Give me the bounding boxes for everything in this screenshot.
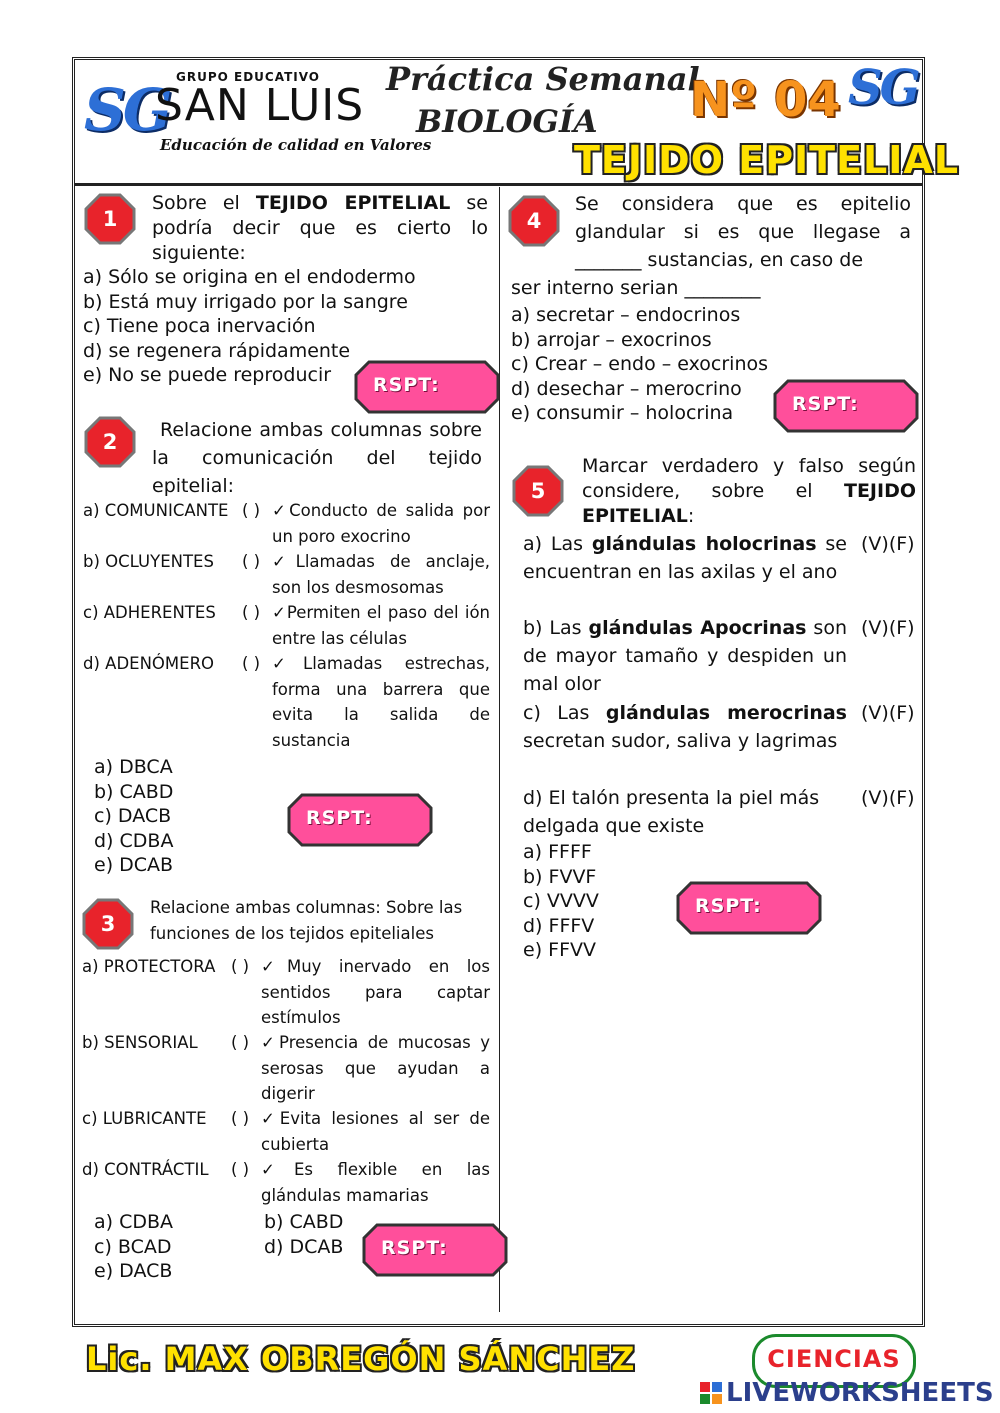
question-2-number: 2 <box>102 430 118 454</box>
q3-paren-d[interactable]: ( ) <box>231 1160 250 1179</box>
q2-left-d: d) ADENÓMERO <box>83 654 215 673</box>
question-3-number: 3 <box>100 912 116 936</box>
q2-right-d: ✓Llamadas estrechas, forma una barrera que evita la salida de sustancia <box>272 654 490 750</box>
option[interactable]: c) DACB <box>94 805 172 827</box>
question-2-stem: Relacione ambas columnas sobre la comunicación del tejido epitelial: <box>152 419 482 497</box>
q3-left-c: c) LUBRICANTE <box>82 1109 207 1128</box>
practice-title: Práctica Semanal <box>386 60 700 98</box>
q5-vf-d[interactable]: (V)(F) <box>861 787 915 809</box>
question-5-stem: Marcar verdadero y falso según considere, sobre el TEJIDO EPITELIAL: <box>582 455 916 527</box>
question-4-stem-cont: ser interno serian ________ <box>511 277 761 299</box>
question-3-badge <box>82 898 134 950</box>
option[interactable]: a) DBCA <box>94 756 173 778</box>
question-4-options <box>511 303 768 426</box>
option[interactable]: d) FFFV <box>523 914 595 937</box>
topic-title: TEJIDO EPITELIAL <box>574 138 960 182</box>
question-3-stem: Relacione ambas columnas: Sobre las funciones de los tejidos epiteliales <box>150 898 463 943</box>
school-motto: Educación de calidad en Valores <box>160 136 432 154</box>
option[interactable]: c) VVVV <box>523 890 599 912</box>
q3-right-b: ✓Presencia de mucosas y serosas que ayudan a digerir <box>261 1033 490 1103</box>
q3-paren-a[interactable]: ( ) <box>231 957 250 976</box>
q2-paren-b[interactable]: ( ) <box>242 552 261 571</box>
answer-label: RSPT: <box>381 1237 448 1259</box>
question-4-badge <box>508 195 560 247</box>
q5-item-a: a) Las glándulas holocrinas se encuentran en las axilas y el ano <box>523 533 847 583</box>
header-divider <box>74 183 923 186</box>
question-4-stem: Se considera que es epitelio glandular si es que llegase a _______ sustancias, en caso de <box>575 193 911 271</box>
option[interactable]: a) FFFF <box>523 841 592 863</box>
ciencias-logo-text: CIENCIAS <box>767 1345 901 1373</box>
school-logo: SG <box>84 76 170 144</box>
q2-left-b: b) OCLUYENTES <box>83 552 214 571</box>
q3-right-a: ✓Muy inervado en los sentidos para captar estímulos <box>261 957 490 1027</box>
option[interactable]: d) DCAB <box>264 1235 344 1258</box>
liveworksheets-brand: LIVEWORKSHEETS <box>726 1378 994 1408</box>
option[interactable]: b) CABD <box>94 780 174 803</box>
option[interactable]: d) desechar – merocrino <box>511 377 742 400</box>
q5-item-d: d) El talón presenta la piel más delgada que existe <box>523 787 820 837</box>
question-5-number: 5 <box>530 479 546 503</box>
answer-box-4[interactable] <box>772 378 920 434</box>
option[interactable]: b) CABD <box>264 1211 344 1233</box>
question-1-badge <box>84 193 136 245</box>
q3-right-d: ✓Es flexible en las glándulas mamarias <box>261 1160 490 1205</box>
q5-vf-b[interactable]: (V)(F) <box>861 617 915 639</box>
answer-label: RSPT: <box>792 393 859 415</box>
question-2-badge <box>84 416 136 468</box>
option[interactable]: c) Tiene poca inervación <box>83 315 316 337</box>
option[interactable]: e) DACB <box>94 1260 173 1282</box>
q5-item-b: b) Las glándulas Apocrinas son de mayor tamaño y despiden un mal olor <box>523 617 847 695</box>
question-4-number: 4 <box>526 209 542 233</box>
option[interactable]: e) DCAB <box>94 854 174 876</box>
answer-box-3[interactable] <box>361 1222 509 1278</box>
q3-left-b: b) SENSORIAL <box>82 1033 198 1052</box>
question-5-options <box>523 840 599 963</box>
liveworksheets-icon <box>700 1382 722 1404</box>
q2-right-a: ✓Conducto de salida por un poro exocrino <box>272 501 490 546</box>
option[interactable]: e) consumir – holocrina <box>511 402 734 424</box>
q3-left-d: d) CONTRÁCTIL <box>82 1160 209 1179</box>
question-5-badge <box>512 465 564 517</box>
option[interactable]: d) CDBA <box>94 829 174 852</box>
question-2-options <box>94 755 173 878</box>
q3-paren-c[interactable]: ( ) <box>231 1109 250 1128</box>
answer-label: RSPT: <box>306 807 373 829</box>
option[interactable]: a) CDBA <box>94 1211 174 1233</box>
answer-label: RSPT: <box>695 895 762 917</box>
q2-right-c: ✓Permiten el paso del ión entre las células <box>272 603 490 648</box>
q5-item-c: c) Las glándulas merocrinas secretan sudor, saliva y lagrimas <box>523 702 847 752</box>
q2-left-a: a) COMUNICANTE <box>83 501 229 520</box>
option[interactable]: a) secretar – endocrinos <box>511 304 741 326</box>
practice-number: Nº 04 <box>690 72 841 128</box>
group-label: GRUPO EDUCATIVO <box>176 70 320 84</box>
q2-paren-d[interactable]: ( ) <box>242 654 261 673</box>
answer-box-2[interactable] <box>286 792 434 848</box>
answer-box-1[interactable] <box>353 359 501 415</box>
answer-box-5[interactable] <box>675 880 823 936</box>
q5-vf-a[interactable]: (V)(F) <box>861 533 915 555</box>
question-1-number: 1 <box>102 207 118 231</box>
question-3-options-col2 <box>264 1210 343 1259</box>
option[interactable]: a) Sólo se origina en el endodermo <box>83 266 416 288</box>
school-logo-small: SG <box>848 60 918 116</box>
option[interactable]: d) se regenera rápidamente <box>83 339 351 362</box>
option[interactable]: e) No se puede reproducir <box>83 364 332 386</box>
option[interactable]: c) Crear – endo – exocrinos <box>511 353 769 375</box>
q2-paren-c[interactable]: ( ) <box>242 603 261 622</box>
q2-right-b: ✓Llamadas de anclaje, son los desmosomas <box>272 552 490 597</box>
option[interactable]: e) FFVV <box>523 939 596 961</box>
author-name: Lic. MAX OBREGÓN SÁNCHEZ <box>86 1340 636 1378</box>
question-3-options-col1 <box>94 1210 173 1284</box>
option[interactable]: c) BCAD <box>94 1235 172 1258</box>
subject-title: BIOLOGÍA <box>416 104 598 140</box>
q3-right-c: ✓Evita lesiones al ser de cubierta <box>261 1109 490 1154</box>
q2-paren-a[interactable]: ( ) <box>242 501 261 520</box>
school-name: SAN LUIS <box>155 80 365 131</box>
option[interactable]: b) Está muy irrigado por la sangre <box>83 290 408 313</box>
option[interactable]: b) FVVF <box>523 865 597 888</box>
column-divider <box>499 187 500 1312</box>
q2-left-c: c) ADHERENTES <box>83 603 216 622</box>
answer-label: RSPT: <box>373 374 440 396</box>
q5-vf-c[interactable]: (V)(F) <box>861 702 915 724</box>
option[interactable]: b) arrojar – exocrinos <box>511 328 712 351</box>
q3-paren-b[interactable]: ( ) <box>231 1033 250 1052</box>
question-1-stem: Sobre el TEJIDO EPITELIAL se podría decir que es cierto lo siguiente: <box>152 192 488 264</box>
q3-left-a: a) PROTECTORA <box>82 957 216 976</box>
